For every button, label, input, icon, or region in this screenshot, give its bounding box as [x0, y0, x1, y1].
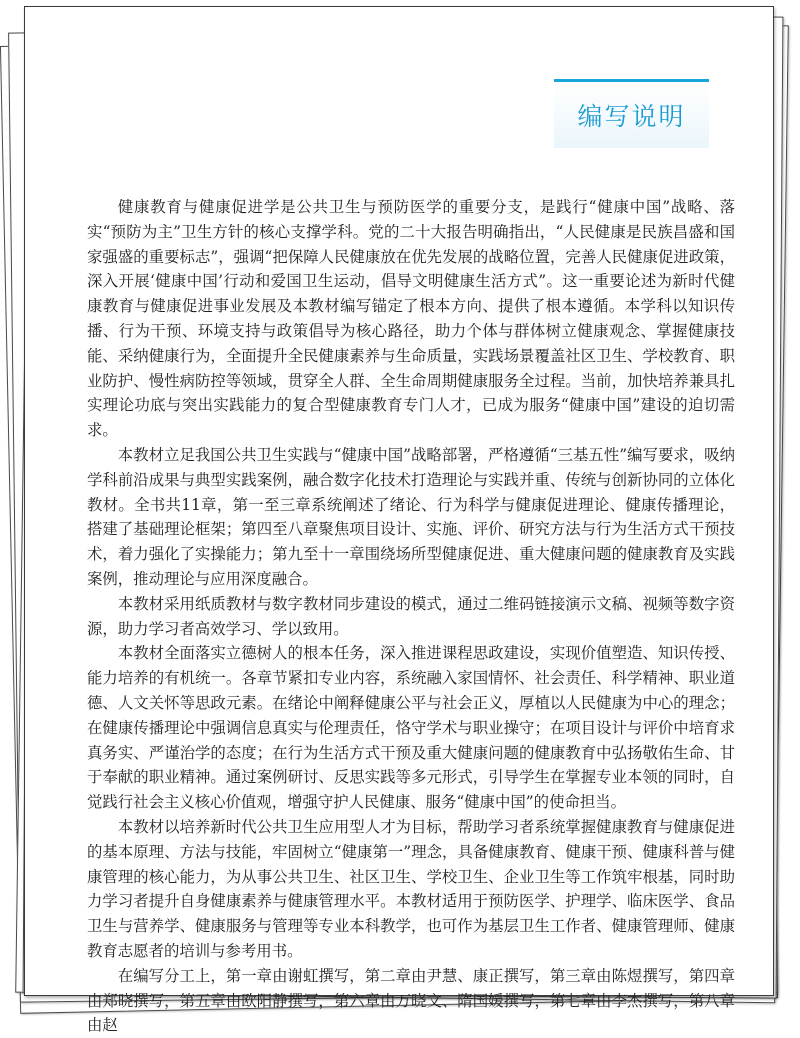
paragraph: 在编写分工上，第一章由谢虹撰写，第二章由尹慧、康正撰写，第三章由陈煜撰写，第四章由郑晓撰写，第五章由欧阳静撰写，第六章由万晓文、隋国媛撰写，第七章由李杰撰写，第八章由赵 — [87, 966, 735, 1035]
page-title: 编写说明 — [577, 102, 686, 131]
paragraph: 本教材全面落实立德树人的根本任务，深入推进课程思政建设，实现价值塑造、知识传授、能力培养的有机统一。各章节紧扣专业内容，系统融入家国情怀、社会责任、科学精神、职业道德、人文关怀等思政元素。在绪论中阐释健康公平与社会正义，厚植以人民健康为中心的理念；在健康传播理论中强调信息真实与伦理责任，恪守学术与职业操守；在项目设计与评价中培育求真务实、严谨治学的态度；在行为生活方式干预及重大健康问题的健康教育中弘扬敬佑生命、甘于奉献的职业精神。通过案例研讨、反思实践等多元形式，引导学生在掌握专业本领的同时，自觉践行社会主义核心价值观，增强守护人民健康、服务“健康中国”的使命担当。 — [87, 644, 735, 812]
paragraph: 本教材以培养新时代公共卫生应用型人才为目标，帮助学习者系统掌握健康教育与健康促进的基本原理、方法与技能，牢固树立“健康第一”理念，具备健康教育、健康干预、健康科普与健康管理的核心能力，为从事公共卫生、社区卫生、学校卫生、企业卫生等工作筑牢根基，同时助力学习者提升自身健康素养与健康管理水平。本教材适用于预防医学、护理学、临床医学、食品卫生与营养学、健康服务与管理等专业本科教学，也可作为基层卫生工作者、健康管理师、健康教育志愿者的培训与参考用书。 — [87, 817, 735, 960]
paragraph: 本教材采用纸质教材与数字教材同步建设的模式，通过二维码链接演示文稿、视频等数字资源，助力学习者高效学习、学以致用。 — [87, 594, 735, 638]
preface-body — [87, 195, 735, 1038]
title-banner — [554, 79, 709, 148]
paragraph: 健康教育与健康促进学是公共卫生与预防医学的重要分支，是践行“健康中国”战略、落实“预防为主”卫生方针的核心支撑学科。党的二十大报告明确指出，“人民健康是民族昌盛和国家强盛的重要标志”，强调“把保障人民健康放在优先发展的战略位置，完善人民健康促进政策，深入开展‘健康中国’行动和爱国卫生运动，倡导文明健康生活方式”。这一重要论述为新时代健康教育与健康促进事业发展及本教材编写锚定了根本方向、提供了根本遵循。本学科以知识传播、行为干预、环境支持与政策倡导为核心路径，助力个体与群体树立健康观念、掌握健康技能、采纳健康行为，全面提升全民健康素养与生命质量，实践场景覆盖社区卫生、学校教育、职业防护、慢性病防控等领域，贯穿全人群、全生命周期健康服务全过程。当前，加快培养兼具扎实理论功底与突出实践能力的复合型健康教育专门人才，已成为服务“健康中国”建设的迫切需求。 — [87, 198, 735, 440]
document-page — [24, 6, 774, 1035]
paragraph: 本教材立足我国公共卫生实践与“健康中国”战略部署，严格遵循“三基五性”编写要求，吸纳学科前沿成果与典型实践案例，融合数字化技术打造理论与实践并重、传统与创新协同的立体化教材。全书共11章，第一至三章系统阐述了绪论、行为科学与健康促进理论、健康传播理论，搭建了基础理论框架；第四至八章聚焦项目设计、实施、评价、研究方法与行为生活方式干预技术，着力强化了实操能力；第九至十一章围绕场所型健康促进、重大健康问题的健康教育及实践案例，推动理论与应用深度融合。 — [87, 445, 735, 588]
